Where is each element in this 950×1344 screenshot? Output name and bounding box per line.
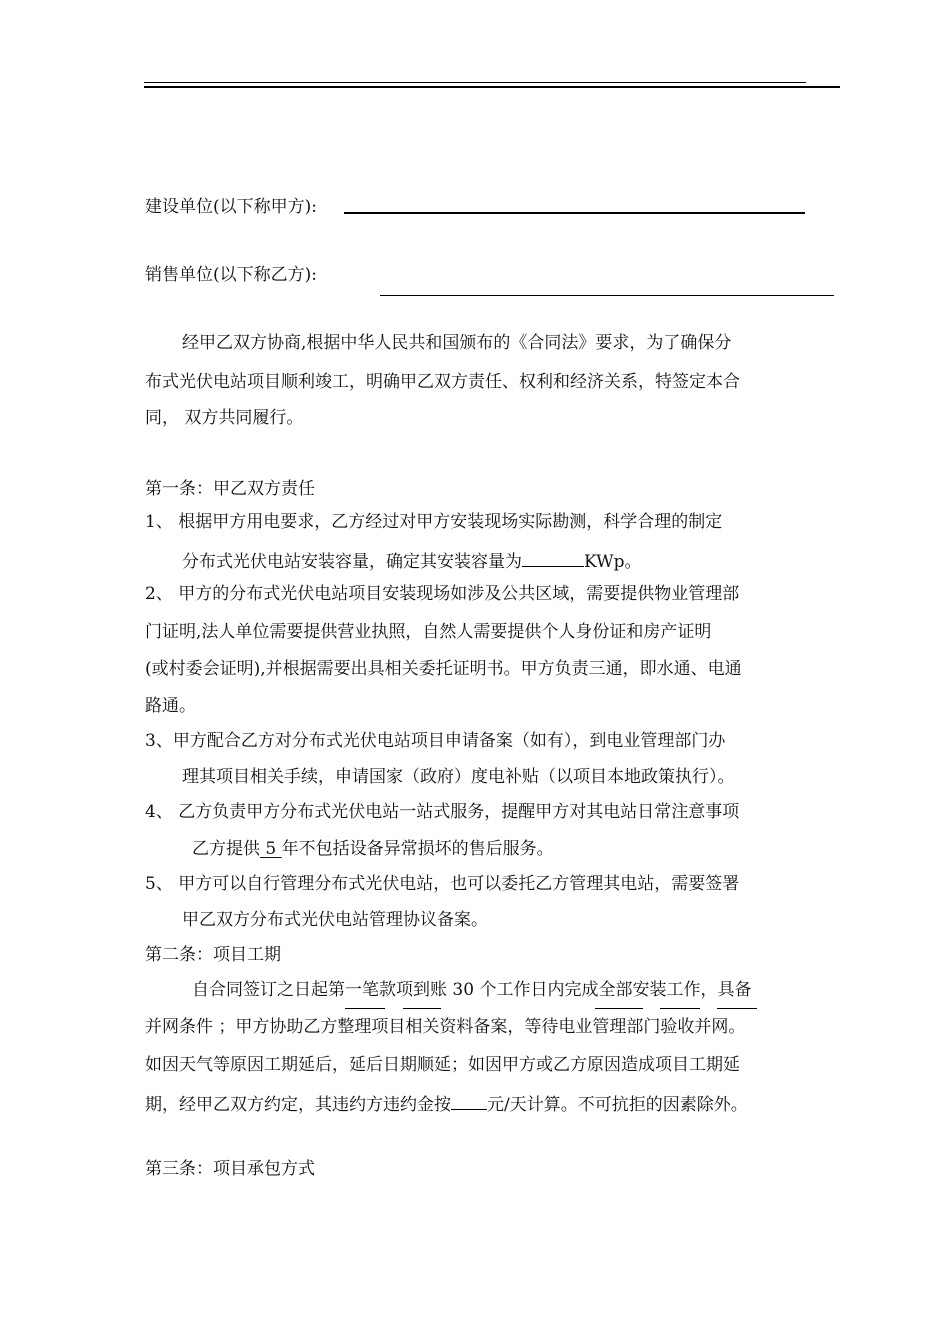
article-2-blank-1: [345, 1008, 385, 1009]
penalty-blank: [451, 1092, 487, 1110]
penalty-suffix: 元/天计算。不可抗拒的因素除外。: [487, 1095, 748, 1115]
article-1-item-5-line-2: 甲乙双方分布式光伏电站管理协议备案。: [182, 910, 488, 930]
article-1-item-3-line-1: 3、甲方配合乙方对分布式光伏电站项目申请备案（如有），到电业管理部门办: [145, 731, 726, 751]
article-2-line-2: 并网条件 ；甲方协助乙方整理项目相关资料备案，等待电业管理部门验收并网。: [145, 1017, 746, 1037]
service-prefix: 乙方提供: [192, 839, 260, 859]
article-1-item-3-line-2: 理其项目相关手续，申请国家（政府）度电补贴（以项目本地政策执行）。: [182, 767, 735, 787]
article-2-line-3: 如因天气等原因工期延后，延后日期顺延；如因甲方或乙方原因造成项目工期延: [145, 1055, 740, 1075]
article-2-blank-5: [717, 1008, 757, 1009]
article-1-title: 第一条：甲乙双方责任: [145, 479, 315, 499]
article-1-item-4-line-2: [192, 839, 554, 859]
article-2-blank-2: [403, 1008, 441, 1009]
service-years: 5: [260, 839, 282, 859]
intro-line-2: 布式光伏电站项目顺利竣工，明确甲乙双方责任、权利和经济关系，特签定本合: [145, 372, 740, 392]
article-1-item-2-line-3: (或村委会证明),并根据需要出具相关委托证明书。甲方负责三通，即水通、电通: [145, 659, 742, 679]
penalty-prefix: 期，经甲乙双方约定，其违约方违约金按: [145, 1095, 451, 1115]
article-2-blank-4: [660, 1008, 700, 1009]
capacity-prefix: 分布式光伏电站安装容量，确定其安装容量为: [182, 552, 522, 572]
article-2-line-1: 自合同签订之日起第一笔款项到账 30 个工作日内完成全部安装工作，具备: [192, 980, 752, 1000]
article-3-title: 第三条：项目承包方式: [145, 1159, 315, 1179]
article-2-line-4: [145, 1092, 748, 1115]
capacity-blank: [522, 549, 584, 567]
party-a-label: 建设单位(以下称甲方):: [145, 197, 317, 217]
capacity-unit: KWp。: [584, 552, 642, 572]
party-b-label: 销售单位(以下称乙方):: [145, 265, 317, 285]
header-rule-thick: [144, 86, 840, 88]
party-a-blank: [344, 212, 805, 214]
article-1-item-2-line-4: 路通。: [145, 696, 196, 716]
article-1-item-2-line-1: 2、 甲方的分布式光伏电站项目安装现场如涉及公共区域，需要提供物业管理部: [145, 584, 740, 604]
intro-line-1: 经甲乙双方协商,根据中华人民共和国颁布的《合同法》要求，为了确保分: [182, 333, 732, 353]
article-2-title: 第二条：项目工期: [145, 945, 281, 965]
article-1-item-5-line-1: 5、 甲方可以自行管理分布式光伏电站，也可以委托乙方管理其电站，需要签署: [145, 874, 740, 894]
intro-line-3: 同， 双方共同履行。: [145, 408, 304, 428]
service-suffix: 年不包括设备异常损坏的售后服务。: [281, 839, 554, 859]
header-rule-thin: [144, 82, 806, 83]
article-1-item-1-line-1: 1、 根据甲方用电要求，乙方经过对甲方安装现场实际勘测，科学合理的制定: [145, 512, 723, 532]
article-2-blank-3: [595, 1008, 643, 1009]
article-1-item-2-line-2: 门证明,法人单位需要提供营业执照，自然人需要提供个人身份证和房产证明: [145, 622, 712, 642]
article-1-item-4-line-1: 4、 乙方负责甲方分布式光伏电站一站式服务，提醒甲方对其电站日常注意事项: [145, 802, 740, 822]
party-b-blank: [380, 295, 834, 296]
article-1-item-1-line-2: [182, 549, 641, 572]
